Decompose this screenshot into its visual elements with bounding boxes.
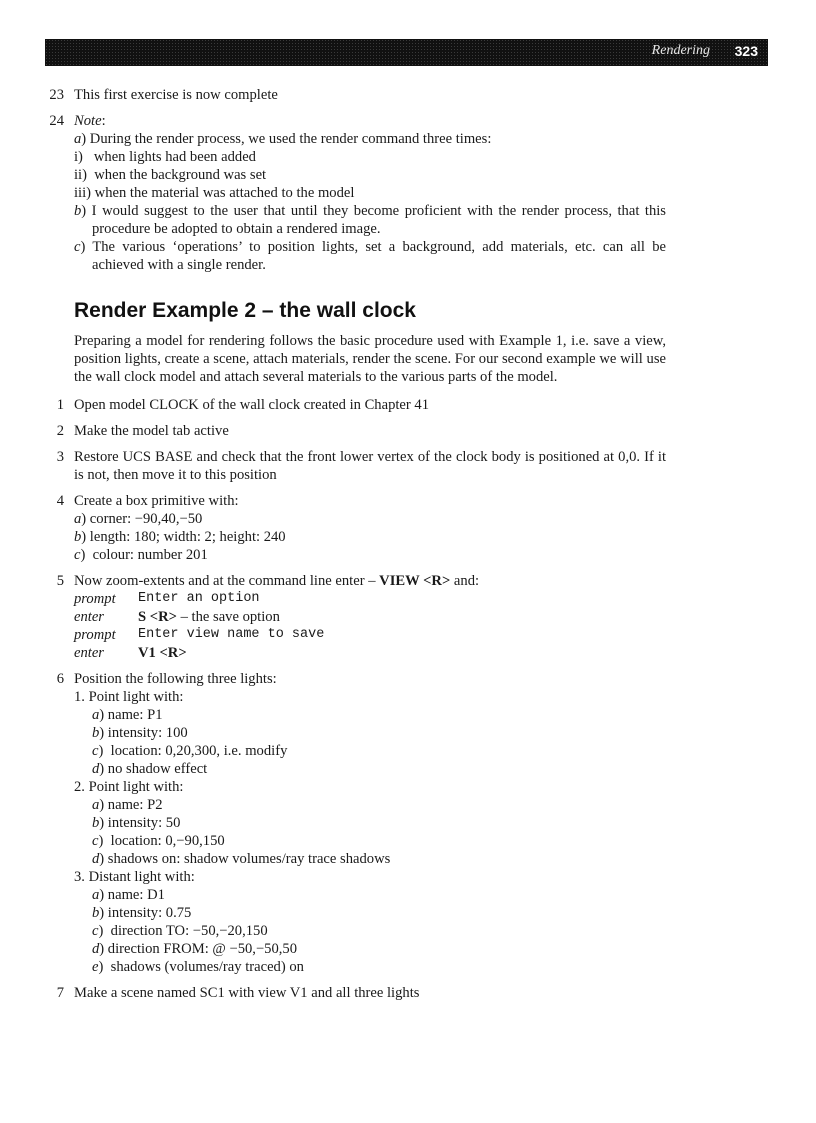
list-item: c) colour: number 201: [74, 547, 208, 563]
page-content: [0, 86, 816, 1010]
light-group-3: [74, 868, 666, 976]
step-number: 7: [56, 985, 64, 1001]
step-number: 6: [56, 671, 64, 687]
step-text: Make a scene named SC1 with view V1 and all three lights: [74, 985, 420, 1001]
command-row: enter S <R> – the save option: [74, 609, 280, 625]
list-item: d) no shadow effect: [92, 761, 208, 777]
command-row: [74, 590, 666, 608]
command-input: S <R>: [138, 609, 177, 625]
list-item: b) intensity: 50: [92, 815, 181, 831]
step-number: 23: [49, 87, 64, 103]
list-item: b) intensity: 100: [92, 725, 188, 741]
light-group-title: 2. Point light with:: [74, 779, 184, 795]
step-4: [0, 492, 666, 564]
step-number: 3: [56, 449, 64, 465]
header-section-title: Rendering: [651, 43, 710, 58]
command-key: enter: [74, 609, 104, 625]
step-text: Make the model tab active: [74, 423, 229, 439]
note-item-c: c) The various ‘operations’ to position lights, set a background, add materials, etc. can all be achieved with a single render.: [74, 239, 666, 273]
step-number: 24: [49, 113, 64, 129]
list-item: d) direction FROM: @ −50,−50,50: [92, 941, 298, 957]
note-item-a: a) During the render process, we used the render command three times:: [74, 131, 492, 147]
roman-item: ii) when the background was set: [74, 167, 267, 183]
roman-item: i) when lights had been added: [74, 149, 256, 165]
light-group-1: [74, 688, 666, 778]
list-item: a) name: P1: [92, 707, 163, 723]
step-text: Position the following three lights:: [74, 671, 277, 687]
list-item: b) length: 180; width: 2; height: 240: [74, 529, 286, 545]
command-row: [74, 626, 666, 644]
command-prompt: Enter view name to save: [138, 627, 325, 642]
running-header: [45, 39, 768, 66]
step-23: [0, 86, 666, 104]
list-item: a) name: P2: [92, 797, 163, 813]
step-6: [0, 670, 666, 976]
roman-item: iii) when the material was attached to the model: [74, 185, 355, 201]
step-text: Now zoom-extents and at the command line enter – VIEW <R> and:: [74, 573, 480, 589]
step-5: [0, 572, 666, 662]
list-item: d) shadows on: shadow volumes/ray trace shadows: [92, 851, 391, 867]
command-prompt: Enter an option: [138, 591, 260, 606]
list-item: c) direction TO: −50,−20,150: [92, 923, 268, 939]
list-item: a) corner: −90,40,−50: [74, 511, 203, 527]
command-key: prompt: [74, 627, 116, 643]
step-text: Restore UCS BASE and check that the front lower vertex of the clock body is positioned at 0,0. If it is not, then move it to this position: [74, 449, 666, 483]
step-24: [0, 112, 666, 274]
page-number: 323: [734, 43, 758, 59]
command-key: prompt: [74, 591, 116, 607]
list-item: a) name: D1: [92, 887, 165, 903]
step-number: 5: [56, 573, 64, 589]
step-number: 4: [56, 493, 64, 509]
light-group-title: 3. Distant light with:: [74, 869, 195, 885]
step-1: [0, 396, 666, 414]
list-item: e) shadows (volumes/ray traced) on: [92, 959, 304, 975]
note-label: Note:: [74, 113, 106, 129]
list-item: c) location: 0,−90,150: [92, 833, 225, 849]
step-text: Open model CLOCK of the wall clock created in Chapter 41: [74, 397, 430, 413]
command-key: enter: [74, 645, 104, 661]
note-item-b: b) I would suggest to the user that until they become proficient with the render process, that this procedure be adopted to obtain a rendered image.: [74, 203, 666, 237]
light-group-2: [74, 778, 666, 868]
step-3: [0, 448, 666, 484]
list-item: c) location: 0,20,300, i.e. modify: [92, 743, 288, 759]
command-row: [74, 644, 666, 662]
step-2: [0, 422, 666, 440]
step-text: This first exercise is now complete: [74, 87, 278, 103]
list-item: b) intensity: 0.75: [92, 905, 192, 921]
command-input: V1 <R>: [138, 645, 187, 661]
intro-paragraph: Preparing a model for rendering follows the basic procedure used with Example 1, i.e. save a view, position lights, create a scene, attach materials, render the scene. For our second example we will use the wall clock model and attach several materials to the various parts of the model.: [74, 333, 666, 385]
light-group-title: 1. Point light with:: [74, 689, 184, 705]
section-heading: Render Example 2 – the wall clock: [74, 299, 416, 322]
step-text: Create a box primitive with:: [74, 493, 239, 509]
step-7: [0, 984, 666, 1002]
step-number: 1: [56, 397, 64, 413]
step-number: 2: [56, 423, 64, 439]
